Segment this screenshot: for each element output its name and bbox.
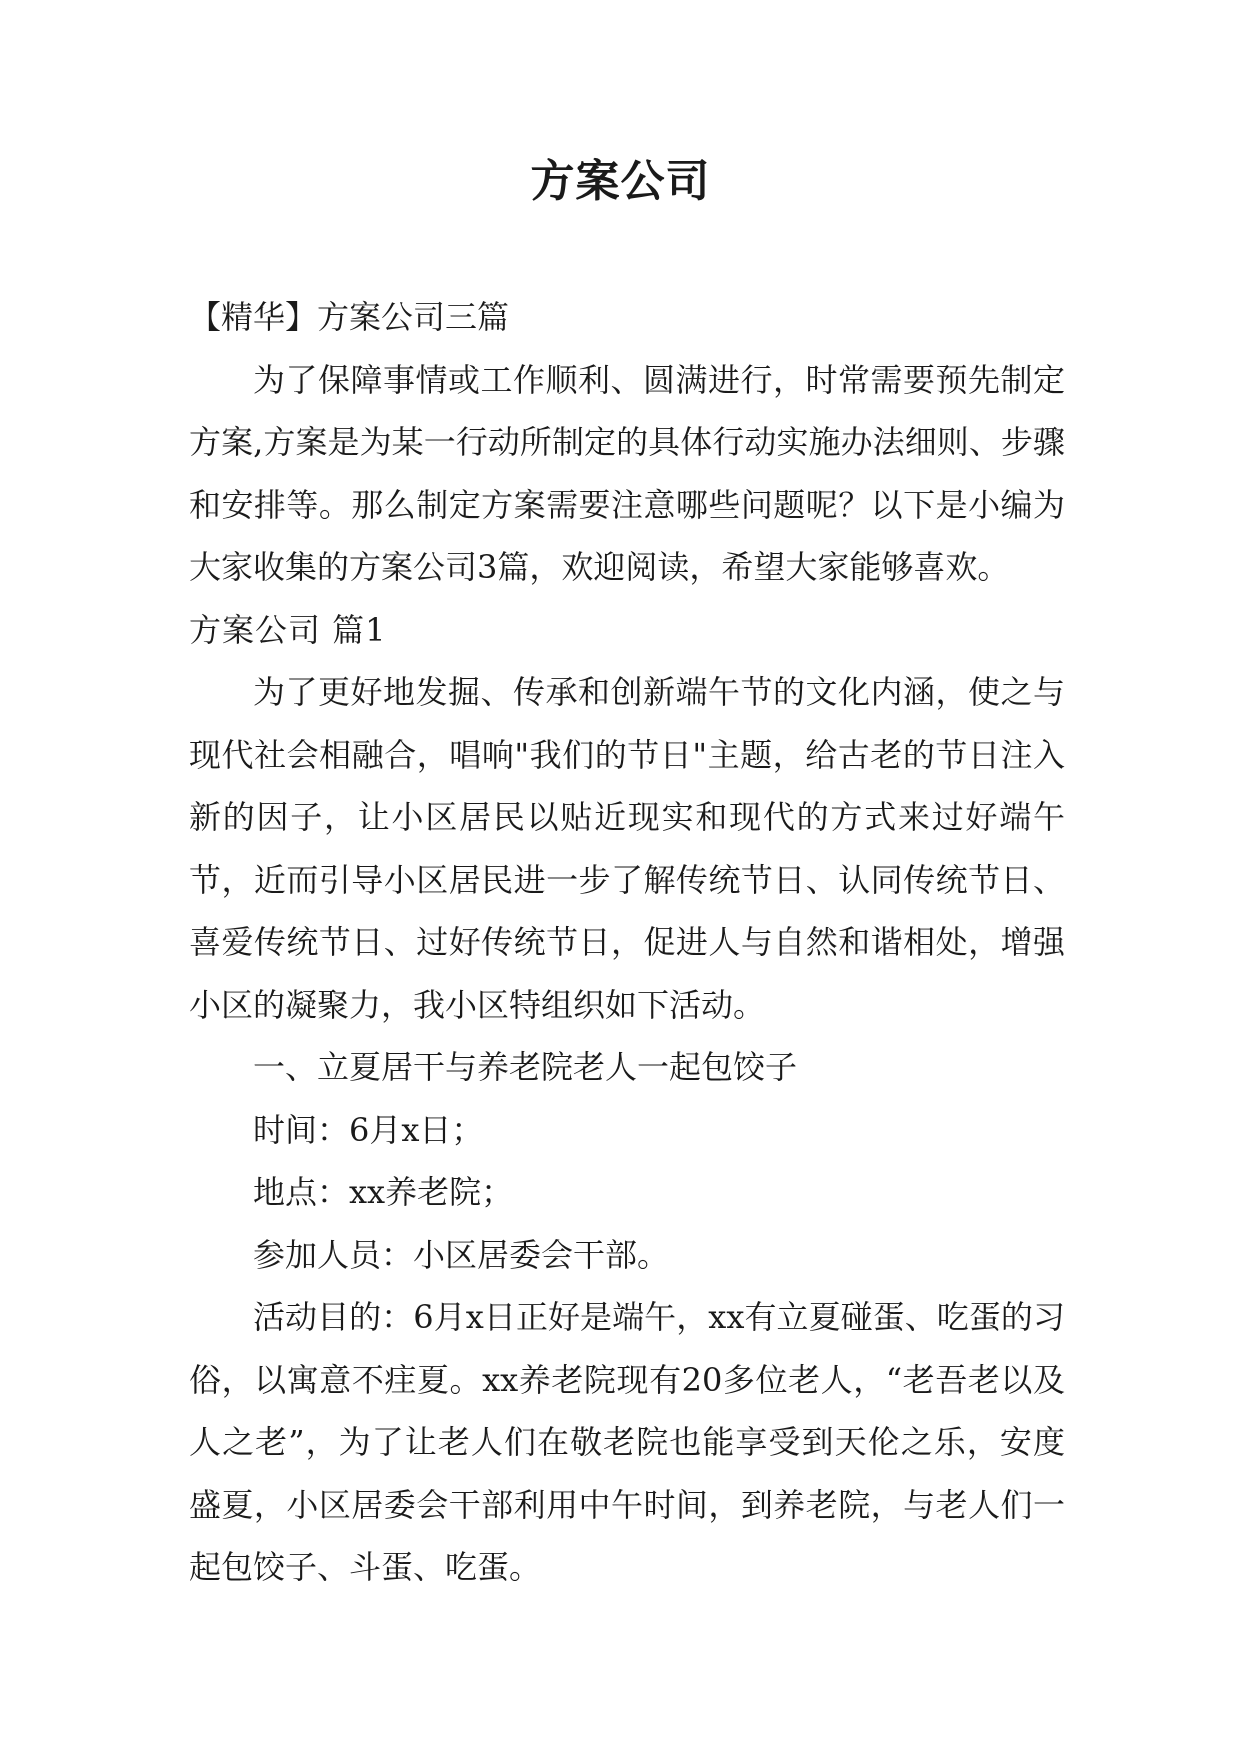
section-body-paragraph: 为了更好地发掘、传承和创新端午节的文化内涵，使之与现代社会相融合，唱响"我们的节日"主题，给古老的节日注入新的因子，让小区居民以贴近现实和现代的方式来过好端午节，近而引导小区居民进一步了解传统节日、认同传统节日、喜爱传统节日、过好传统节日，促进人与自然和谐相处，增强小区的凝聚力，我小区特组织如下活动。: [189, 673, 1065, 1024]
section-heading: 方案公司 篇1: [189, 610, 387, 649]
document-title: 方案公司: [530, 156, 711, 207]
participants-line: 参加人员：小区居委会干部。: [253, 1235, 670, 1274]
location-line: 地点：xx养老院；: [253, 1173, 514, 1211]
time-line: 时间：6月x日；: [253, 1110, 484, 1149]
document-subtitle: 【精华】方案公司三篇: [189, 298, 510, 336]
item-heading: 一、立夏居干与养老院老人一起包饺子: [253, 1048, 798, 1086]
document-body: [189, 286, 1065, 1599]
intro-paragraph: 为了保障事情或工作顺利、圆满进行，时常需要预先制定方案,方案是为某一行动所制定的具体行动实施办法细则、步骤和安排等。那么制定方案需要注意哪些问题呢？以下是小编为大家收集的方案公司3篇，欢迎阅读，希望大家能够喜欢。: [189, 360, 1065, 586]
purpose-paragraph: 活动目的：6月x日正好是端午，xx有立夏碰蛋、吃蛋的习俗，以寓意不疰夏。xx养老院现有20多位老人，“老吾老以及人之老”，为了让老人们在敬老院也能享受到天伦之乐，安度盛夏，小区居委会干部利用中午时间，到养老院，与老人们一起包饺子、斗蛋、吃蛋。: [189, 1298, 1065, 1586]
